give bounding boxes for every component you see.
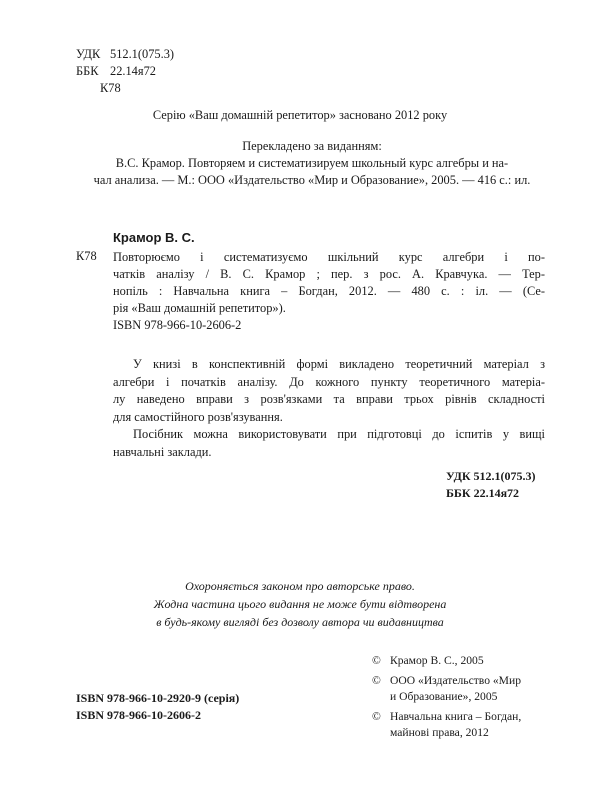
abstract-line: лу наведено вправи з розв'язками та вправи трьох рівнів складності (113, 392, 545, 406)
copyright-holders (372, 653, 521, 741)
author-mark-left: К78 (76, 249, 97, 263)
abstract-line: навчальні заклади. (113, 444, 212, 459)
isbn-series: ISBN 978-966-10-2920-9 (серія) (76, 691, 240, 705)
biblio-line: нопіль : Навчальна книга – Богдан, 2012. — 480 с. : іл. — (Се- (113, 284, 545, 298)
translation-line-1: В.С. Крамор. Повторяем и систематизируем школьный курс алгебры и на- (115, 156, 509, 170)
bbk-row (76, 63, 174, 80)
abstract-line: для самостійного розв'язування. (113, 409, 283, 424)
abstract (113, 356, 545, 461)
bibliographic-description (113, 249, 545, 334)
library-codes-top (76, 46, 174, 97)
copyright-publisher-original (372, 673, 521, 705)
biblio-isbn: ISBN 978-966-10-2606-2 (113, 318, 242, 332)
copyright-symbol: © (372, 654, 381, 667)
copyright-symbol: © (372, 710, 381, 723)
copyright-text: Навчальна книга – Богдан, (390, 710, 522, 723)
notice-line: в будь-якому вигляді без дозволу автора чи видавництва (156, 615, 444, 629)
library-codes-bottom (446, 468, 536, 502)
abstract-line: У книзі в конспективній формі викладено теоретичний матеріал з (133, 357, 545, 371)
biblio-line: чатків аналізу / В. С. Крамор ; пер. з рос. А. Кравчука. — Тер- (113, 267, 545, 281)
author-mark: К78 (100, 81, 121, 95)
copyright-text: майнові права, 2012 (390, 726, 489, 739)
abstract-line: Посібник можна використовувати при підготовці до іспитів у вищі (133, 427, 545, 441)
udk-value: 512.1(075.3) (110, 47, 175, 61)
series-note: Серію «Ваш домашній репетитор» засновано 2012 року (152, 108, 448, 122)
notice-line: Охороняється законом про авторське право. (185, 579, 415, 593)
copyright-notice (0, 577, 600, 631)
isbn-book: ISBN 978-966-10-2606-2 (76, 708, 201, 722)
bbk-label: ББК (76, 64, 99, 78)
bbk-value: 22.14я72 (110, 64, 156, 78)
copyright-text: и Образование», 2005 (390, 690, 498, 703)
biblio-line: рія «Ваш домашній репетитор»). (113, 301, 286, 315)
copyright-publisher (372, 709, 521, 741)
biblio-line: Повторюємо і систематизуємо шкільний курс алгебри і по- (113, 250, 545, 264)
author-name: Крамор В. С. (113, 230, 195, 245)
notice-line: Жодна частина цього видання не може бути відтворена (153, 597, 447, 611)
copyright-author (372, 653, 521, 669)
udk-row (76, 46, 174, 63)
abstract-line: алгебри і початків аналізу. До кожного пункту теоретичного матеріа- (113, 374, 545, 389)
translation-source (77, 138, 547, 189)
translation-line-2: чал анализа. — М.: ООО «Издательство «Мир и Образование», 2005. — 416 с.: ил. (93, 173, 531, 187)
copyright-text: Крамор В. С., 2005 (390, 654, 484, 667)
isbn-list (76, 690, 239, 724)
udk-label: УДК (76, 47, 101, 61)
translation-heading: Перекладено за виданням: (242, 139, 382, 153)
udk-code: УДК 512.1(075.3) (446, 469, 536, 483)
bbk-code: ББК 22.14я72 (446, 486, 520, 500)
copyright-text: ООО «Издательство «Мир (390, 674, 521, 687)
copyright-symbol: © (372, 674, 381, 687)
